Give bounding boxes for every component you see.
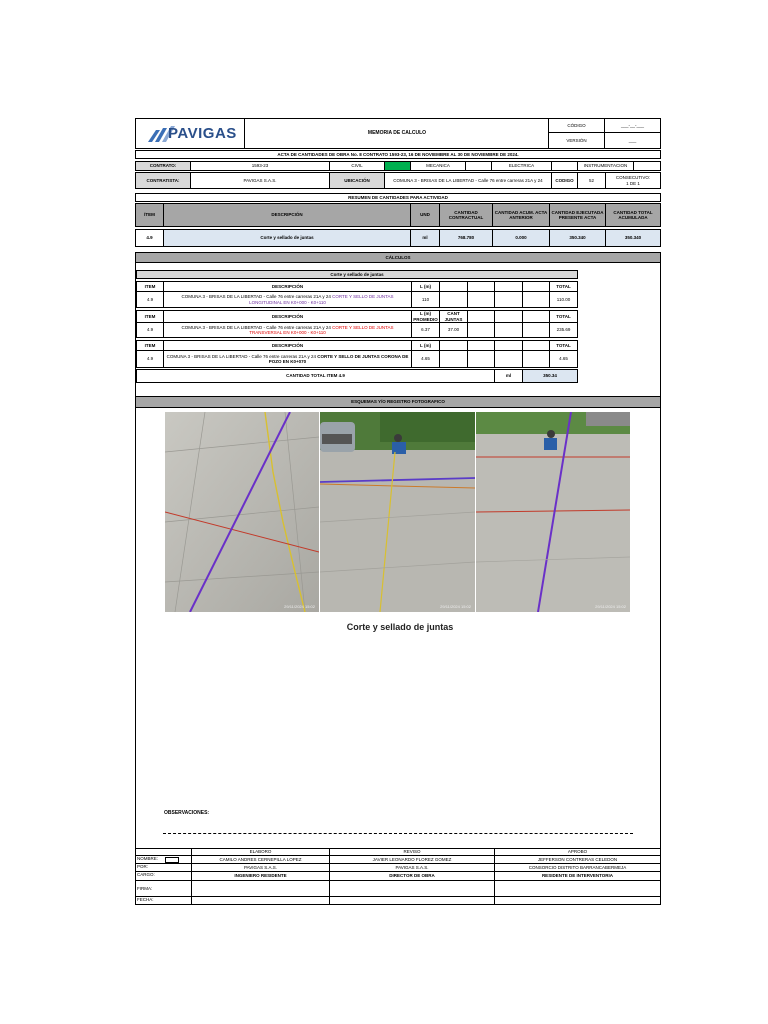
calc-h-desc: DESCRIPCIÓN (164, 281, 412, 292)
firma-firma-label (135, 881, 191, 897)
calc-row-cant: 37.00 (440, 323, 468, 338)
photo-stamp: 29/11/2024 15:02 (595, 604, 626, 609)
calc-row-item: 4.9 (136, 351, 164, 368)
consecutivo-label: CONSECUTIVO: (615, 175, 651, 181)
resumen-h-presente: CANTIDAD EJECUTADA PRESENTE ACTA (550, 203, 606, 227)
calc-h-desc: DESCRIPCIÓN (164, 340, 412, 351)
version-label: VERSIÓN (549, 133, 605, 148)
ubicacion-value: COMUNA 3 - BRISAS DE LA LIBERTAD - Calle 76 entre carreras 21A y 24 (385, 172, 552, 189)
firma-cargo-aprobo: RESIDENTE DE INTERVENTORIA (495, 872, 661, 881)
firma-cargo-elaboro: INGENIERO RESIDENTE (191, 872, 330, 881)
resumen-h-und: UND (411, 203, 440, 227)
resumen-h-anterior: CANTIDAD ACUM. ACTA ANTERIOR (493, 203, 550, 227)
firma-corner (135, 848, 191, 856)
firma-nombre-reviso: JAVIER LEONARDO FLOREZ GOMEZ (330, 856, 495, 864)
calc-total-label: CANTIDAD TOTAL ITEM 4.9 (136, 369, 495, 383)
photo-2-image (320, 412, 475, 612)
firmas-table (135, 848, 661, 906)
firma-date-aprobo (495, 897, 661, 905)
calc-desc-work: CORTE Y SELLO DE JUNTAS LONGITUDINAL EN K0+000 - K0+110 (249, 294, 394, 305)
firma-fecha-label: FECHA: (135, 897, 191, 905)
firma-por-elaboro: PAVIGAS S.A.S. (191, 864, 330, 872)
fotos-title: ESQUEMAS Y/O REGISTRO FOTOGRAFICO (135, 396, 661, 408)
calc-h-lprom: L (m) PROMEDIO (412, 310, 440, 323)
electrica-check (552, 161, 578, 171)
firma-h-aprobo: APROBO (495, 848, 661, 856)
calc-h-item: ITEM (136, 281, 164, 292)
firma-cargo-label: CARGO: (135, 872, 191, 881)
resumen-desc: Corte y sellado de juntas (164, 229, 411, 247)
calculos-title: CÁLCULOS (135, 252, 661, 263)
calc-desc-location: COMUNA 3 - BRISAS DE LA LIBERTAD - Calle 76 entre carreras 21A y 24 (181, 294, 333, 300)
firma-por-aprobo: CONSORCIO DISTRITO BARRANCABERMEJA (495, 864, 661, 872)
resumen-table (135, 203, 661, 248)
resumen-anterior: 0.000 (493, 229, 550, 247)
firma-firma-text: FIRMA: (137, 885, 153, 891)
resumen-item: 4.9 (135, 229, 164, 247)
logo (136, 119, 245, 148)
calc-h-desc: DESCRIPCIÓN (164, 310, 412, 323)
firma-sign-reviso (330, 881, 495, 897)
calc-h-l: L (m) (412, 281, 440, 292)
resumen-presente: 350.340 (550, 229, 606, 247)
calc-row-l: 4.65 (412, 351, 440, 368)
calc-h-l: L (m) (412, 340, 440, 351)
calc-row-item: 4.9 (136, 292, 164, 308)
mecanica-label: MECANICA (411, 161, 466, 171)
photo-3 (476, 412, 630, 612)
firma-h-elaboro: ELABORO (191, 848, 330, 856)
calc-h-total: TOTAL (550, 281, 578, 292)
codigo-acta-value: 52 (578, 172, 606, 189)
consecutivo-cell (606, 172, 661, 189)
photo-2 (320, 412, 475, 612)
calc-desc-location: COMUNA 3 - BRISAS DE LA LIBERTAD - Calle 76 entre carreras 21A y 24 (166, 353, 318, 359)
resumen-title: RESUMEN DE CANTIDADES PARA ACTIVIDAD (135, 193, 661, 202)
resumen-h-acumulada: CANTIDAD TOTAL ACUMULADA (606, 203, 661, 227)
resumen-contractual: 768.780 (440, 229, 493, 247)
firma-nombre-label: NOMBRE: (135, 856, 191, 864)
civil-label: CIVIL (330, 161, 385, 171)
resumen-acumulada: 350.340 (606, 229, 661, 247)
page-title: MEMORIA DE CALCULO (246, 119, 549, 148)
firma-sign-elaboro (191, 881, 330, 897)
calc-h-item: ITEM (136, 340, 164, 351)
calc-row-total: 4.65 (550, 351, 578, 368)
calc-total-value: 350.34 (523, 369, 578, 383)
resumen-und: ml (411, 229, 440, 247)
firma-cargo-reviso: DIRECTOR DE OBRA (330, 872, 495, 881)
observaciones-label: OBSERVACIONES: (164, 810, 210, 816)
photo-caption: Corte y sellado de juntas (346, 622, 454, 632)
calc-row-total: 110.00 (550, 292, 578, 308)
observaciones-line (163, 833, 633, 834)
firma-date-reviso (330, 897, 495, 905)
firma-nombre-box (165, 857, 179, 863)
calc-h-cant: CANT JUNTAS (440, 310, 468, 323)
firma-por-reviso: PAVIGAS S.A.S. (330, 864, 495, 872)
resumen-h-item: ÍTEM (135, 203, 164, 227)
calc-row-total: 235.69 (550, 323, 578, 338)
calc-desc-location: COMUNA 3 - BRISAS DE LA LIBERTAD - Calle 76 entre carreras 21A y 24 (181, 324, 333, 330)
photo-1-image (165, 412, 319, 612)
calc-row-l: 6.37 (412, 323, 440, 338)
civil-check (385, 161, 411, 171)
acta-line: ACTA DE CANTIDADES DE OBRA No. 8 CONTRATO 1593-23, 16 DE NOVIEMBRE AL 30 DE NOVIEMBRE DE 2024. (135, 150, 661, 159)
resumen-h-contractual: CANTIDAD CONTRACTUAL (440, 203, 493, 227)
codigo-value: ___-__-___ (605, 119, 660, 133)
calc-row-l: 110 (412, 292, 440, 308)
version-value: ___ (628, 137, 637, 143)
codigo-acta-label: CODIGO (552, 172, 578, 189)
contrato-value: 1593-23 (191, 161, 330, 171)
calc-desc-work: CORTE Y SELLO DE JUNTAS CORONA DE POZO EN K0+070 (268, 353, 409, 364)
firma-nombre-elaboro: CAMILO ANDRES CERNEPILLA LOPEZ (191, 856, 330, 864)
calc-total-unit: ml (495, 369, 523, 383)
ubicacion-label: UBICACIÓN (330, 172, 385, 189)
consecutivo-value: 1 DE 1 (626, 180, 640, 186)
logo-text: PAVIGAS (168, 125, 237, 142)
contrato-label: CONTRATO: (135, 161, 191, 171)
calc-desc-work: CORTE Y SELLO DE JUNTAS TRANSVERSAL EN K0+000 - K0+110 (249, 324, 394, 335)
photo-1 (165, 412, 319, 612)
firma-por-label: POR: (135, 864, 191, 872)
firma-sign-aprobo (495, 881, 661, 897)
instrumentacion-check (634, 161, 661, 171)
photo-stamp: 29/11/2024 15:02 (440, 604, 471, 609)
photo-stamp: 29/11/2024 15:02 (284, 604, 315, 609)
calc-row-item: 4.9 (136, 323, 164, 338)
mecanica-check (466, 161, 492, 171)
electrica-label: ELECTRICA (492, 161, 552, 171)
firma-date-elaboro (191, 897, 330, 905)
firma-nombre-aprobo: JEFFERSON CONTRERAS CELEDON (495, 856, 661, 864)
calc-h-item: ITEM (136, 310, 164, 323)
resumen-h-desc: DESCRIPCIÓN (164, 203, 411, 227)
calc-h-total: TOTAL (550, 340, 578, 351)
contratista-value: PAVIGAS S.A.S. (191, 172, 330, 189)
codigo-label: CÓDIGO (549, 119, 605, 133)
instrumentacion-label: INSTRUMENTACION (578, 161, 634, 171)
firma-h-reviso: REVISO (330, 848, 495, 856)
calc-h-total: TOTAL (550, 310, 578, 323)
calculos-subtitle: Corte y sellado de juntas (136, 270, 578, 279)
photo-3-image (476, 412, 630, 612)
contratista-label: CONTRATISTA: (135, 172, 191, 189)
